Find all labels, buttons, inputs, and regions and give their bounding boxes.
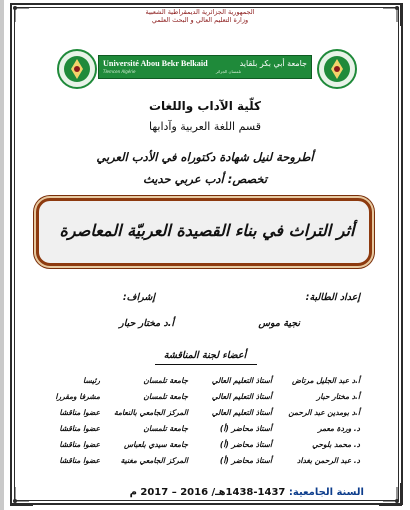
university-banner (98, 55, 312, 79)
member-role: مشرفا ومقررا (55, 392, 100, 401)
committee-title-underline (155, 364, 257, 365)
member-name: أ.د بومدين عبد الرحمن (288, 408, 360, 417)
university-city-fr: Tlemcen Algérie (103, 69, 136, 74)
student-name: نجية موس (258, 318, 300, 329)
member-grade: أستاذ محاضر (أ) (219, 424, 272, 433)
thesis-title: أثر التراث في بناء القصيدة العربيّة المعاصرة (59, 221, 355, 240)
supervisor-name: أ.د مختار حبار (119, 318, 174, 329)
member-name: د. محمد بلوحي (312, 440, 360, 449)
thesis-title-box (36, 198, 372, 266)
member-grade: أستاذ محاضر (أ) (219, 440, 272, 449)
member-grade: أستاذ التعليم العالي (211, 392, 272, 401)
thesis-type: أطروحة لنيل شهادة دكتوراه في الأدب العربي (96, 150, 314, 164)
table-row (0, 456, 410, 470)
table-row (0, 392, 410, 406)
member-name: د. عبد الرحمن بغداد (297, 456, 360, 465)
prepared-by-label: إعداد الطالبة: (305, 292, 360, 303)
member-institution: جامعة تلمسان (143, 376, 188, 385)
member-institution: المركز الجامعي بالنعامة (113, 408, 188, 417)
academic-year-label: السنة الجامعية: (288, 487, 364, 498)
corner-ornament-icon (377, 2, 403, 28)
corner-ornament-icon (377, 481, 403, 507)
ministry-line: وزارة التعليم العالي و البحث العلمي (151, 16, 249, 24)
university-seal-icon (56, 48, 98, 90)
university-seal-icon (316, 48, 358, 90)
member-role: عضوا مناقشا (59, 424, 100, 433)
member-grade: أستاذ التعليم العالي (211, 408, 272, 417)
supervision-label: إشراف: (122, 292, 155, 303)
member-role: عضوا مناقشا (59, 408, 100, 417)
member-grade: أستاذ التعليم العالي (211, 376, 272, 385)
member-role: عضوا مناقشا (59, 440, 100, 449)
table-row (0, 424, 410, 438)
member-institution: جامعة تلمسان (143, 392, 188, 401)
member-role: عضوا مناقشا (59, 456, 100, 465)
academic-year-value: 1437-1438هـ/ 2016 – 2017 م (129, 487, 286, 498)
member-name: أ.د عبد الجليل مرتاض (291, 376, 360, 385)
university-name-fr: Université Abou Bekr Belkaid (103, 59, 208, 68)
faculty-name: كلّية الآداب واللغات (148, 99, 262, 113)
table-row (0, 376, 410, 390)
university-city-ar: تلمسان الجزائر (215, 69, 241, 74)
department-name: قسم اللغة العربية وآدابها (148, 120, 261, 133)
table-row (0, 408, 410, 422)
academic-year (130, 487, 364, 498)
member-institution: جامعة سيدي بلعباس (123, 440, 188, 449)
member-role: رئيسا (83, 376, 100, 385)
ministry-line: الجمهورية الجزائرية الديمقراطية الشعبية (145, 8, 255, 16)
member-name: أ.د مختار حبار (316, 392, 360, 401)
specialization: تخصص: أدب عربي حديث (142, 172, 268, 186)
university-name-ar: جامعة أبي بكر بلقايد (239, 59, 307, 68)
member-institution: المركز الجامعي مغنية (120, 456, 188, 465)
member-name: د. وردة معمر (317, 424, 360, 433)
member-institution: جامعة تلمسان (143, 424, 188, 433)
member-grade: أستاذ محاضر (أ) (219, 456, 272, 465)
corner-ornament-icon (9, 481, 35, 507)
corner-ornament-icon (9, 2, 35, 28)
ministry-header (120, 8, 280, 24)
table-row (0, 440, 410, 454)
committee-title: أعضاء لجنة المناقشة (163, 350, 247, 361)
